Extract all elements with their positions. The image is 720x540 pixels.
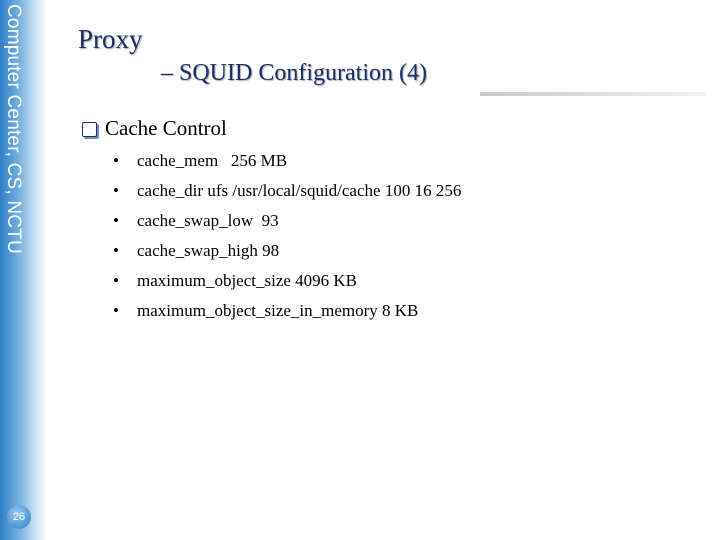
list-item-text: cache_swap_high 98 [137,241,280,260]
title-divider [480,92,706,96]
bullet-icon: • [113,301,119,320]
bullet-icon: • [113,181,119,200]
sidebar-label: Computer Center, CS, NCTU [3,4,24,254]
page-number-badge: 26 [7,505,31,529]
bullet-icon: • [113,271,119,290]
list-item [113,269,461,299]
list-item-text: maximum_object_size 4096 KB [137,271,358,290]
list-item [113,299,461,329]
list-item-text: cache_swap_low 93 [137,211,279,230]
checkbox-bullet-icon [82,122,97,137]
list-item [113,239,461,269]
bullet-icon: • [113,211,119,230]
list-item-text: cache_dir ufs /usr/local/squid/cache 100 16 256 [137,181,462,200]
bullet-icon: • [113,241,119,260]
list-item-text: maximum_object_size_in_memory 8 KB [137,301,419,320]
list-item [113,179,461,209]
section-heading-text: Cache Control [105,116,227,140]
section-heading [82,116,227,141]
list-item-text: cache_mem 256 MB [137,151,288,170]
list-item [113,149,461,179]
slide-subtitle: – SQUID Configuration (4) [161,60,427,86]
sidebar [0,0,47,540]
config-list [113,149,461,329]
slide-title: Proxy [78,24,143,54]
list-item [113,209,461,239]
bullet-icon: • [113,151,119,170]
